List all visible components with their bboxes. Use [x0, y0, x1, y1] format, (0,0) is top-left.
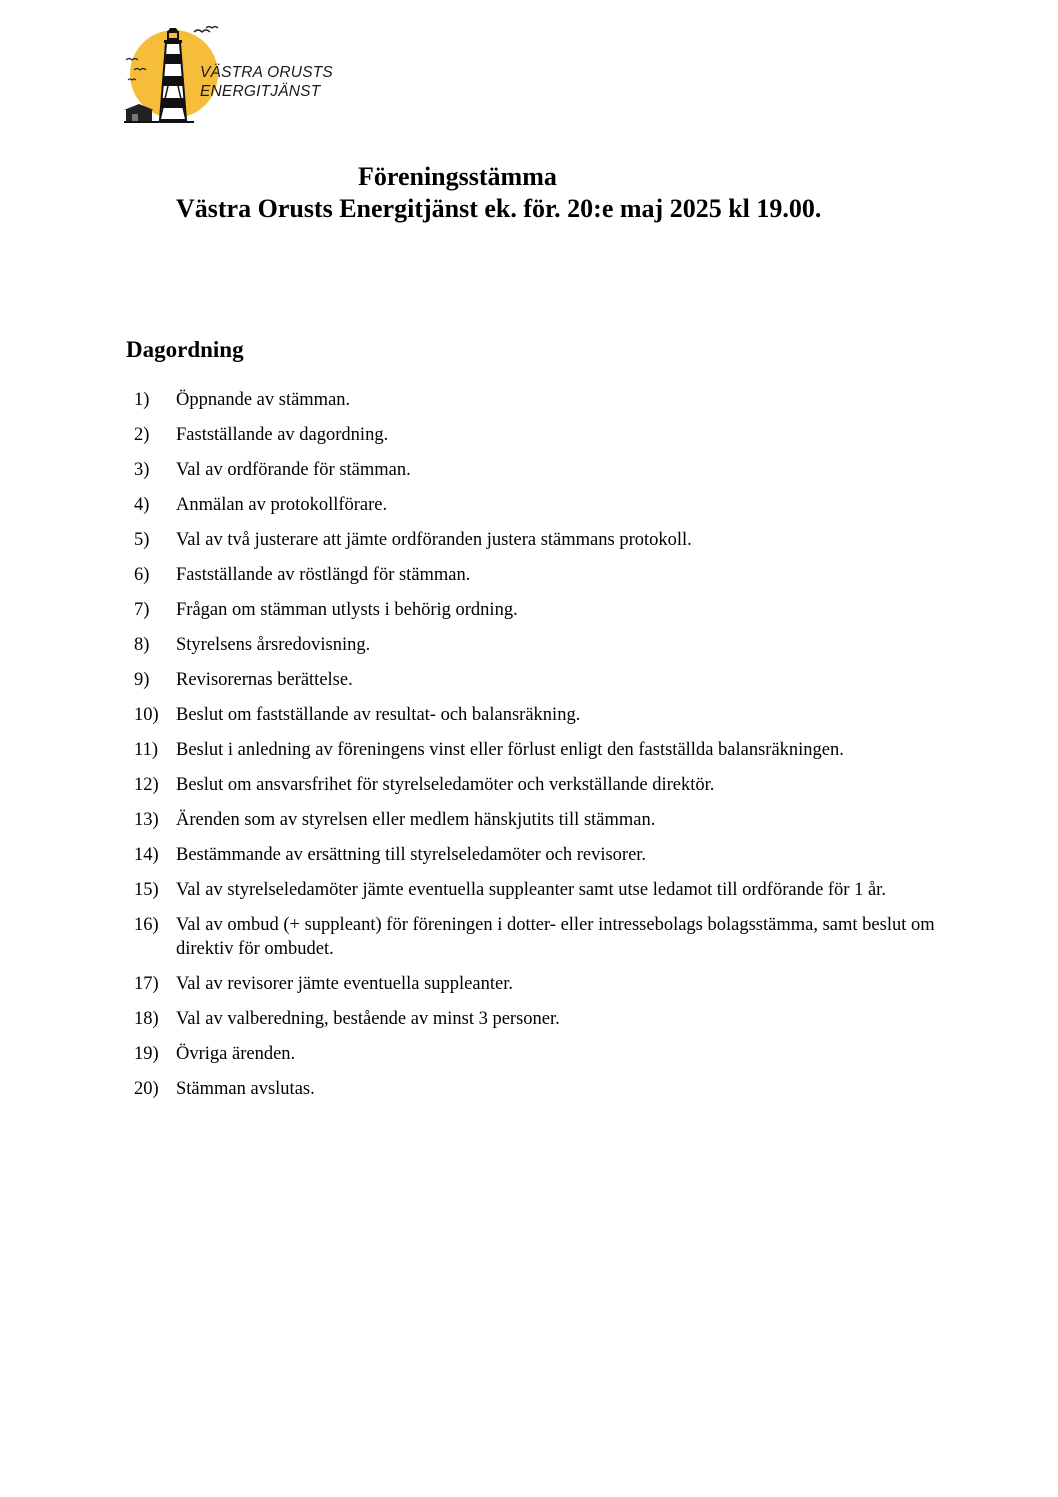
logo-text-line2: ENERGITJÄNST: [200, 83, 321, 100]
title-line2: Västra Orusts Energitjänst ek. för. 20:e maj 2025 kl 19.00.: [176, 194, 822, 223]
agenda-item: [126, 1077, 946, 1101]
agenda-item-text: Revisorernas berättelse.: [176, 670, 353, 690]
agenda-item-text: Bestämmande av ersättning till styrelseledamöter och revisorer.: [176, 845, 647, 865]
agenda-item-text: Beslut om fastställande av resultat- och balansräkning.: [176, 705, 581, 725]
agenda-item: [126, 878, 946, 902]
agenda-item-number: 7): [134, 600, 150, 620]
agenda-item-text: Beslut i anledning av föreningens vinst eller förlust enligt den fastställda balansräkningen.: [176, 740, 844, 760]
agenda-item-number: 12): [134, 775, 159, 795]
agenda-item-text: Öppnande av stämman.: [176, 390, 351, 410]
company-logo: [124, 24, 334, 128]
logo-text-line1: VÄSTRA ORUSTS: [200, 64, 333, 81]
agenda-item: [126, 843, 946, 867]
agenda-item-number: 2): [134, 425, 150, 445]
agenda-item-text: Frågan om stämman utlysts i behörig ordning.: [176, 600, 518, 620]
agenda-item: [126, 388, 946, 412]
agenda-item-text: Stämman avslutas.: [176, 1079, 315, 1099]
agenda-item: [126, 563, 946, 587]
agenda-item-text: Ärenden som av styrelsen eller medlem hänskjutits till stämman.: [176, 810, 656, 830]
agenda-item-number: 1): [134, 390, 150, 410]
agenda-heading: Dagordning: [126, 337, 244, 362]
agenda-list: [126, 388, 946, 1112]
agenda-item-text: Val av ombud (+ suppleant) för föreningen i dotter- eller intressebolags bolagsstämma, samt beslut om direktiv för ombudet.: [176, 915, 935, 959]
agenda-item-text: Val av två justerare att jämte ordföranden justera stämmans protokoll.: [176, 530, 692, 550]
agenda-item-text: Val av ordförande för stämman.: [176, 460, 411, 480]
agenda-item-text: Val av valberedning, bestående av minst 3 personer.: [176, 1009, 560, 1029]
agenda-item: [126, 493, 946, 517]
agenda-item-number: 18): [134, 1009, 159, 1029]
agenda-item-text: Anmälan av protokollförare.: [176, 495, 388, 515]
agenda-item-number: 17): [134, 974, 159, 994]
agenda-item: [126, 423, 946, 447]
agenda-item: [126, 668, 946, 692]
agenda-item: [126, 703, 946, 727]
agenda-item: [126, 913, 946, 961]
agenda-item-text: Val av styrelseledamöter jämte eventuella suppleanter samt utse ledamot till ordförande för 1 år.: [176, 880, 886, 900]
agenda-item: [126, 633, 946, 657]
agenda-item-number: 19): [134, 1044, 159, 1064]
agenda-item: [126, 1042, 946, 1066]
agenda-item-number: 9): [134, 670, 150, 690]
agenda-item-number: 6): [134, 565, 150, 585]
agenda-item-text: Fastställande av röstlängd för stämman.: [176, 565, 471, 585]
agenda-item: [126, 458, 946, 482]
agenda-item-text: Övriga ärenden.: [176, 1044, 296, 1064]
agenda-item: [126, 738, 946, 762]
agenda-item-number: 20): [134, 1079, 159, 1099]
agenda-item-number: 3): [134, 460, 150, 480]
agenda-item-number: 4): [134, 495, 150, 515]
agenda-item-number: 10): [134, 705, 159, 725]
agenda-item-number: 5): [134, 530, 150, 550]
agenda-item: [126, 528, 946, 552]
agenda-item-text: Val av revisorer jämte eventuella suppleanter.: [176, 974, 513, 994]
agenda-item-number: 16): [134, 915, 159, 935]
title-line1: Föreningsstämma: [358, 162, 557, 191]
agenda-item: [126, 1007, 946, 1031]
agenda-item: [126, 598, 946, 622]
agenda-item-number: 13): [134, 810, 159, 830]
agenda-item-number: 11): [134, 740, 158, 760]
agenda-item-number: 14): [134, 845, 159, 865]
agenda-item: [126, 773, 946, 797]
agenda-item: [126, 972, 946, 996]
agenda-item-number: 8): [134, 635, 150, 655]
agenda-item-text: Beslut om ansvarsfrihet för styrelseledamöter och verkställande direktör.: [176, 775, 715, 795]
agenda-item-number: 15): [134, 880, 159, 900]
agenda-item-text: Styrelsens årsredovisning.: [176, 635, 371, 655]
agenda-item: [126, 808, 946, 832]
agenda-item-text: Fastställande av dagordning.: [176, 425, 389, 445]
